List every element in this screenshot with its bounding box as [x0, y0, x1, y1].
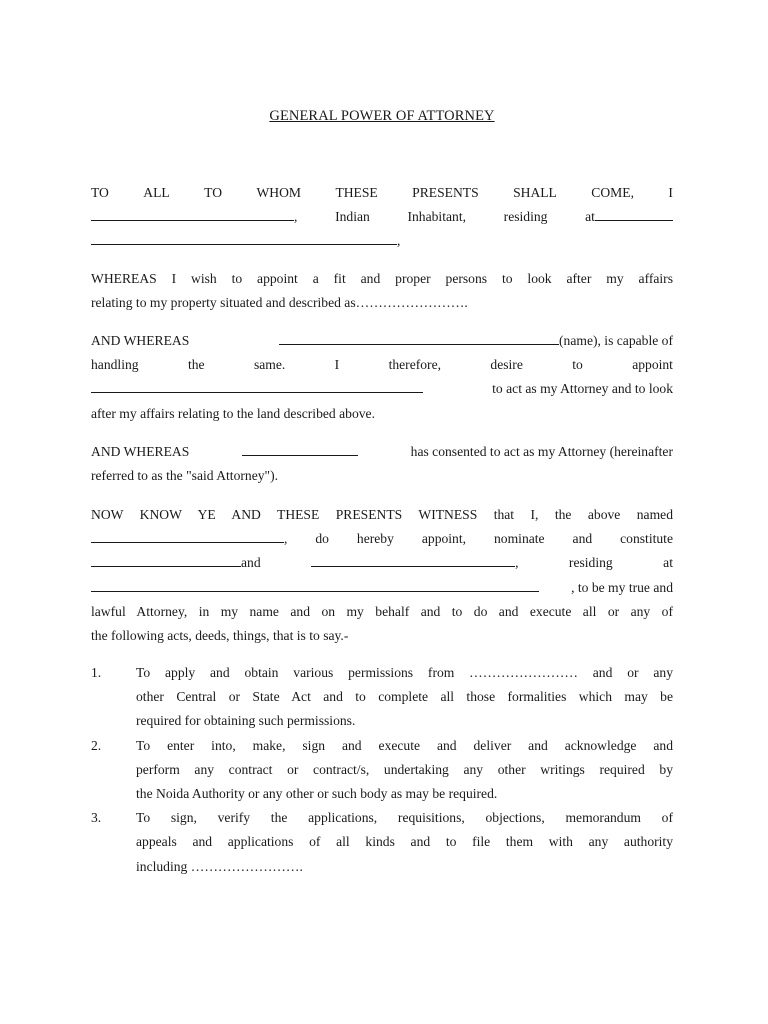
- paragraph-and-whereas-name: AND WHEREAS (name), is capable of handling the same. I therefore, desire to appoint to act as my Attorney and to look after my affairs relating to the land described above.: [91, 329, 673, 426]
- list-item: 3. To sign, verify the applications, requisitions, objections, memorandum of appeals and applications of all kinds and to file them with any authority including …………………….: [91, 806, 673, 879]
- blank-line: [279, 329, 559, 345]
- list-item: 2. To enter into, make, sign and execute and deliver and acknowledge and perform any contract or contract/s, undertaking any other writings required by the Noida Authority or any other or such body as may be required.: [91, 734, 673, 807]
- list-item-number: 1.: [91, 665, 102, 680]
- paragraph-to-all: TO ALL TO WHOM THESE PRESENTS SHALL COME, I , Indian Inhabitant, residing at ,: [91, 185, 673, 249]
- blank-line: [91, 377, 423, 393]
- list-item: 1. To apply and obtain various permissions from …………………… and or any other Central or State Act and to complete all those formalities which may be required for obtaining such permissions.: [91, 661, 673, 734]
- blank-line: [91, 576, 539, 592]
- list-item-number: 2.: [91, 737, 102, 753]
- blank-line: [242, 440, 358, 456]
- blank-line: [91, 205, 294, 221]
- list-item-number: 3.: [91, 810, 102, 826]
- blank-line: [311, 551, 515, 567]
- blank-line: [91, 229, 397, 245]
- blank-line: [595, 205, 673, 221]
- numbered-list: [91, 661, 673, 879]
- document-title: GENERAL POWER OF ATTORNEY: [269, 108, 495, 124]
- paragraph-now-know-ye: NOW KNOW YE AND THESE PRESENTS WITNESS that I, the above named , do hereby appoint, nominate and constitute and , residing at , to be my true and lawful Attorney, in my name and on my behalf and to do and execute all or any of the following acts, deeds, things, that is to say.-: [91, 507, 673, 643]
- blank-line: [91, 527, 284, 543]
- paragraph-whereas: WHEREAS I wish to appoint a fit and proper persons to look after my affairs relating to my property situated and described as…………………….: [91, 271, 673, 311]
- paragraph-and-whereas-consent: AND WHEREAS has consented to act as my Attorney (hereinafter referred to as the "said Attorney").: [91, 440, 673, 488]
- blank-line: [91, 551, 241, 567]
